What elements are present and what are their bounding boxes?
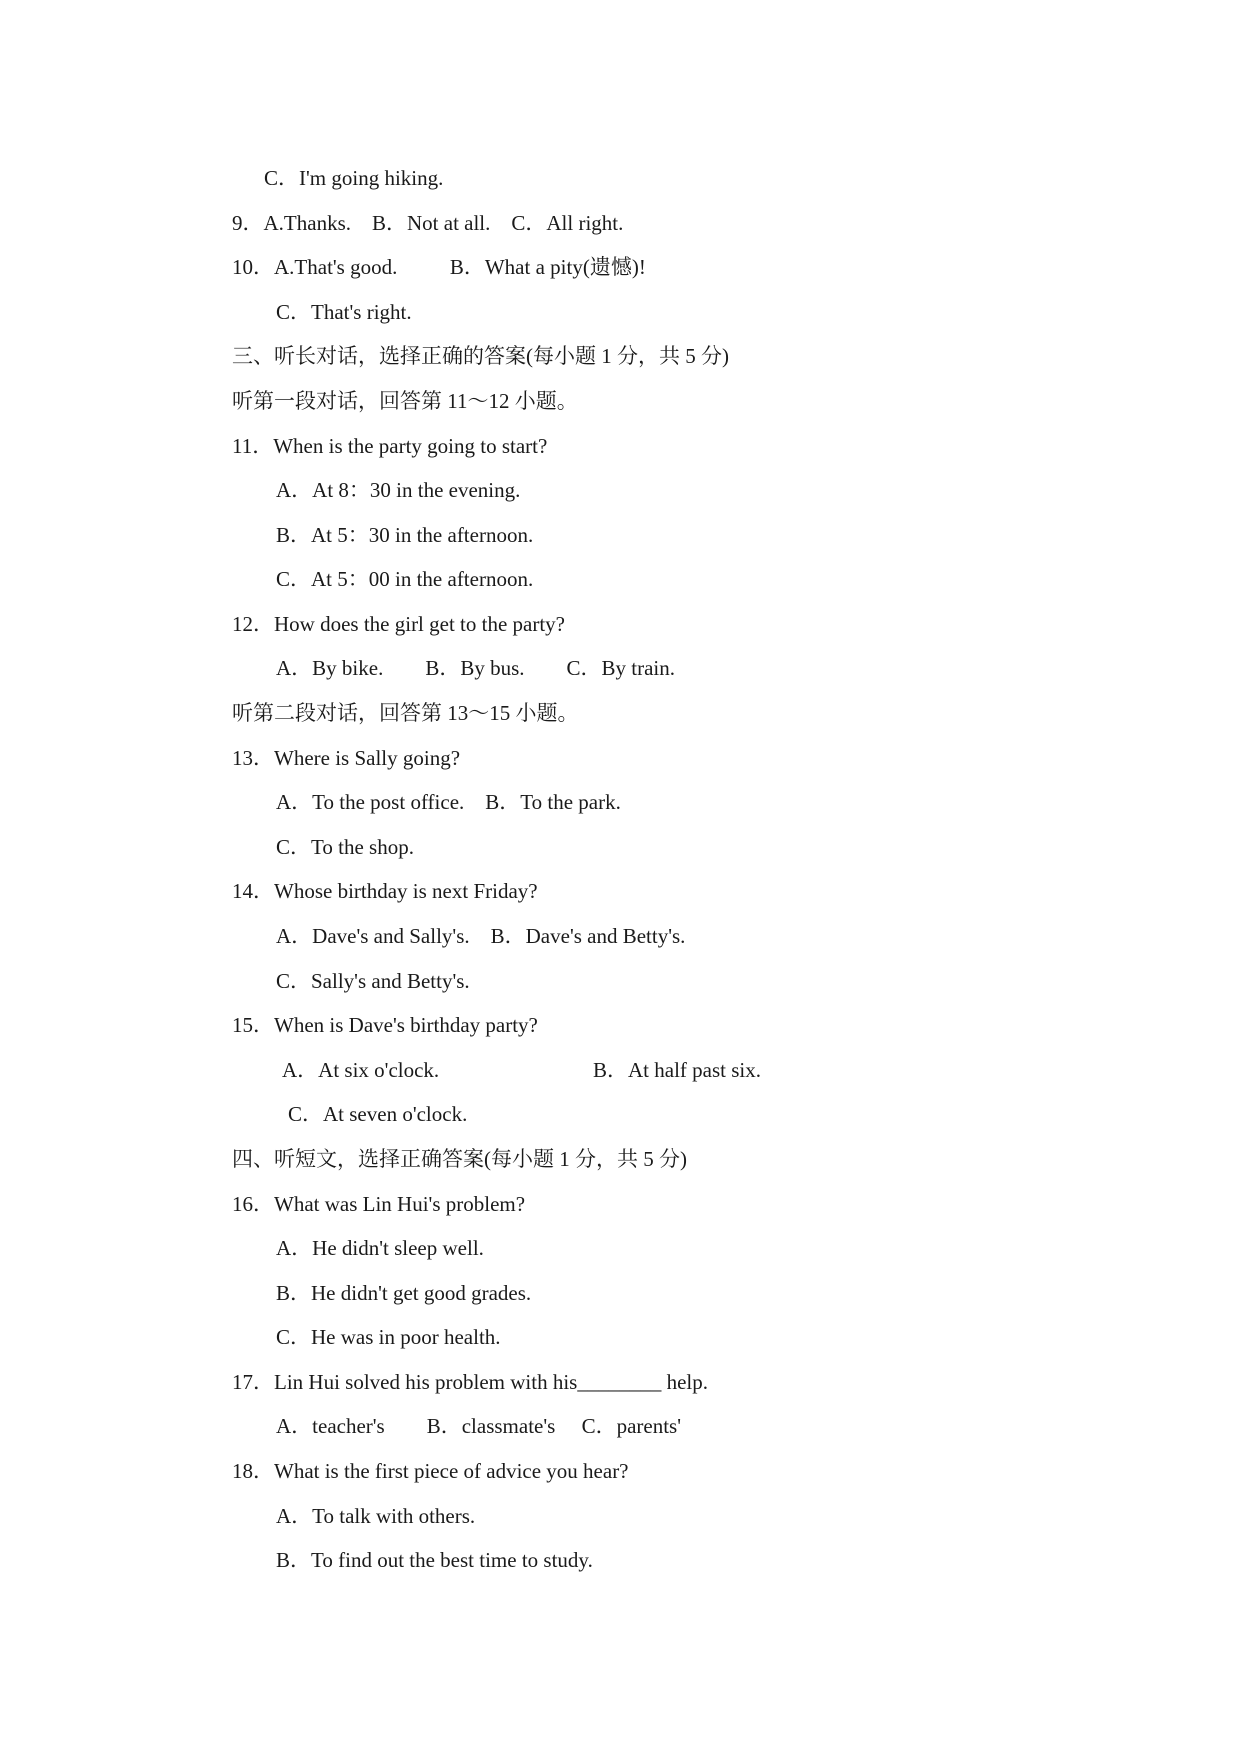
option-11a: A．At 8：30 in the evening. <box>276 478 521 502</box>
options-17: A．teacher's B．classmate's C．parents' <box>276 1414 682 1438</box>
option-18b: B．To find out the best time to study. <box>276 1548 593 1572</box>
question-18: 18．What is the first piece of advice you hear? <box>232 1459 629 1483</box>
option-11b: B．At 5：30 in the afternoon. <box>276 523 534 547</box>
option-16a: A．He didn't sleep well. <box>276 1236 484 1260</box>
question-9: 9．A.Thanks. B．Not at all. C．All right. <box>232 211 624 235</box>
question-17: 17．Lin Hui solved his problem with his________ help. <box>232 1370 708 1394</box>
question-15: 15．When is Dave's birthday party? <box>232 1013 538 1037</box>
options-13ab: A．To the post office. B．To the park. <box>276 790 621 814</box>
question-14: 14．Whose birthday is next Friday? <box>232 879 538 903</box>
question-11: 11．When is the party going to start? <box>232 434 548 458</box>
section-3-heading: 三、听长对话，选择正确的答案(每小题 1 分，共 5 分) <box>232 344 729 368</box>
question-10: 10．A.That's good. B．What a pity(遗憾)! <box>232 255 646 279</box>
option-18a: A．To talk with others. <box>276 1504 476 1528</box>
options-14ab: A．Dave's and Sally's. B．Dave's and Betty's. <box>276 924 686 948</box>
question-13: 13．Where is Sally going? <box>232 746 461 770</box>
option-11c: C．At 5：00 in the afternoon. <box>276 567 534 591</box>
section-4-heading: 四、听短文，选择正确答案(每小题 1 分，共 5 分) <box>232 1147 687 1171</box>
option-15a: A．At six o'clock. <box>282 1058 440 1082</box>
question-16: 16．What was Lin Hui's problem? <box>232 1192 526 1216</box>
option-16c: C．He was in poor health. <box>276 1325 501 1349</box>
option-15b: B．At half past six. <box>593 1058 761 1082</box>
option-16b: B．He didn't get good grades. <box>276 1281 532 1305</box>
option-13c: C．To the shop. <box>276 835 414 859</box>
option-14c: C．Sally's and Betty's. <box>276 969 470 993</box>
dialogue-1-instruction: 听第一段对话，回答第 11～12 小题。 <box>232 389 578 413</box>
options-12: A．By bike. B．By bus. C．By train. <box>276 656 676 680</box>
option-10c: C．That's right. <box>276 300 412 324</box>
question-12: 12．How does the girl get to the party? <box>232 612 566 636</box>
option-15c: C．At seven o'clock. <box>288 1102 468 1126</box>
option-8c: C．I'm going hiking. <box>264 166 444 190</box>
dialogue-2-instruction: 听第二段对话，回答第 13～15 小题。 <box>232 701 579 725</box>
